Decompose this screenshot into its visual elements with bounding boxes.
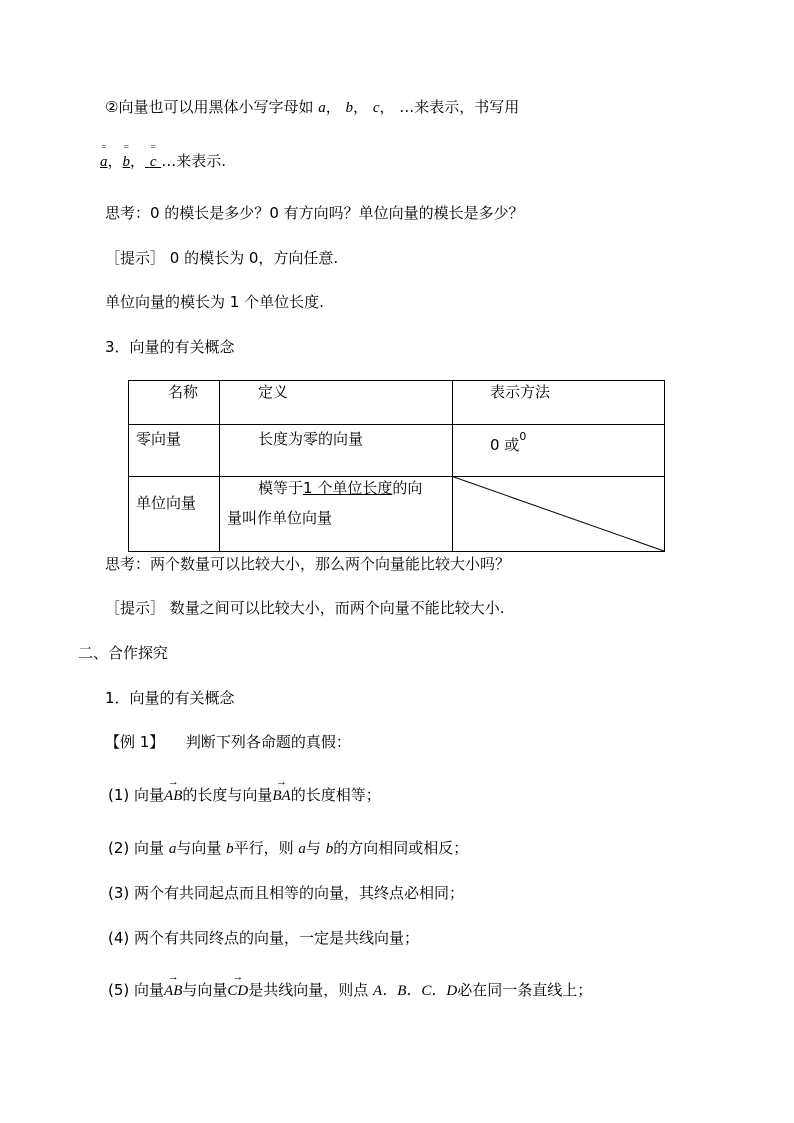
table-grid: [128, 380, 665, 552]
sep: ，: [325, 98, 341, 116]
example-1: [105, 732, 351, 752]
row-unit-definition-2: 量叫作单位向量: [227, 509, 333, 527]
example-prompt: 判断下列各命题的真假：: [185, 733, 351, 751]
item-number: (3): [108, 884, 130, 902]
points-list: A．B．C．D: [373, 983, 458, 999]
header-name: 名称: [168, 383, 199, 401]
header-definition: 定义: [258, 383, 289, 401]
item-5: (5) 向量 → AB与向量 → CD是共线向量，则点 A．B．C．D必在同一条直线上；: [108, 971, 593, 999]
item-number: (2): [108, 839, 130, 857]
subsection-1-title: 1．向量的有关概念: [105, 689, 235, 707]
letter-a: a: [318, 100, 326, 116]
think-question-2: 思考：两个数量可以比较大小，那么两个向量能比较大小吗？: [105, 555, 511, 573]
think-question-1: 思考：0 的模长是多少？0 有方向吗？单位向量的模长是多少？: [105, 204, 524, 222]
underlined-unit-length: 1 个单位长度: [303, 479, 393, 497]
zero-vector-arrow: 0: [519, 430, 527, 443]
hand-letter-c: = c: [149, 142, 157, 170]
letter-c: c: [372, 100, 380, 116]
row-unit-definition-1: 模等于1 个单位长度的向: [258, 479, 423, 497]
hint-2: ［提示］ 数量之间可以比较大小，而两个向量不能比较大小.: [105, 599, 505, 617]
hand-letter-a: = a: [100, 142, 108, 170]
row-zero-definition: 长度为零的向量: [258, 430, 364, 448]
diagonal-empty-cell: [453, 477, 665, 552]
row-zero-name: 零向量: [136, 430, 182, 448]
section-3-title: 3．向量的有关概念: [105, 338, 235, 356]
item-number: (1): [108, 786, 130, 804]
item-number: (5): [108, 981, 130, 999]
section-two-title: 二、合作探究: [78, 644, 169, 662]
item-2: (2) 向量 a与向量 b平行，则 a与 b的方向相同或相反；: [108, 839, 469, 857]
sep: ，: [353, 98, 369, 116]
vector-cd: → CD: [227, 971, 249, 999]
item-3: (3) 两个有共同起点而且相等的向量，其终点必相同；: [108, 884, 465, 902]
vector-ab: → AB: [164, 776, 183, 804]
letter-b: b: [345, 100, 354, 116]
item-4: (4) 两个有共同终点的向量，一定是共线向量；: [108, 929, 420, 947]
vector-ba: → BA: [272, 776, 291, 804]
item-number: (4): [108, 929, 130, 947]
hand-suffix: …来表示.: [161, 152, 227, 170]
para-prefix: ②向量也可以用黑体小写字母如: [105, 98, 314, 116]
para-bold-letters: [105, 97, 519, 118]
row-zero-notation: 0 或$^0$: [490, 430, 527, 454]
example-label: 【例 1】: [105, 733, 165, 751]
sep: ，: [379, 98, 395, 116]
para-handwritten: [100, 142, 227, 172]
sep: ，: [107, 152, 123, 170]
row-unit-name: 单位向量: [136, 494, 197, 512]
hand-letter-b: = b: [122, 142, 131, 170]
item-1: (1) 向量 → AB的长度与向量 → BA的长度相等；: [108, 776, 381, 804]
concept-table: [128, 380, 665, 552]
sep: ，: [130, 152, 146, 170]
vector-ab: → AB: [164, 971, 183, 999]
unit-length-statement: 单位向量的模长为 1 个单位长度.: [105, 293, 324, 311]
hint-1: ［提示］ 0 的模长为 0，方向任意.: [105, 249, 339, 267]
para-suffix: …来表示，书写用: [399, 98, 520, 116]
header-notation: 表示方法: [490, 383, 551, 401]
